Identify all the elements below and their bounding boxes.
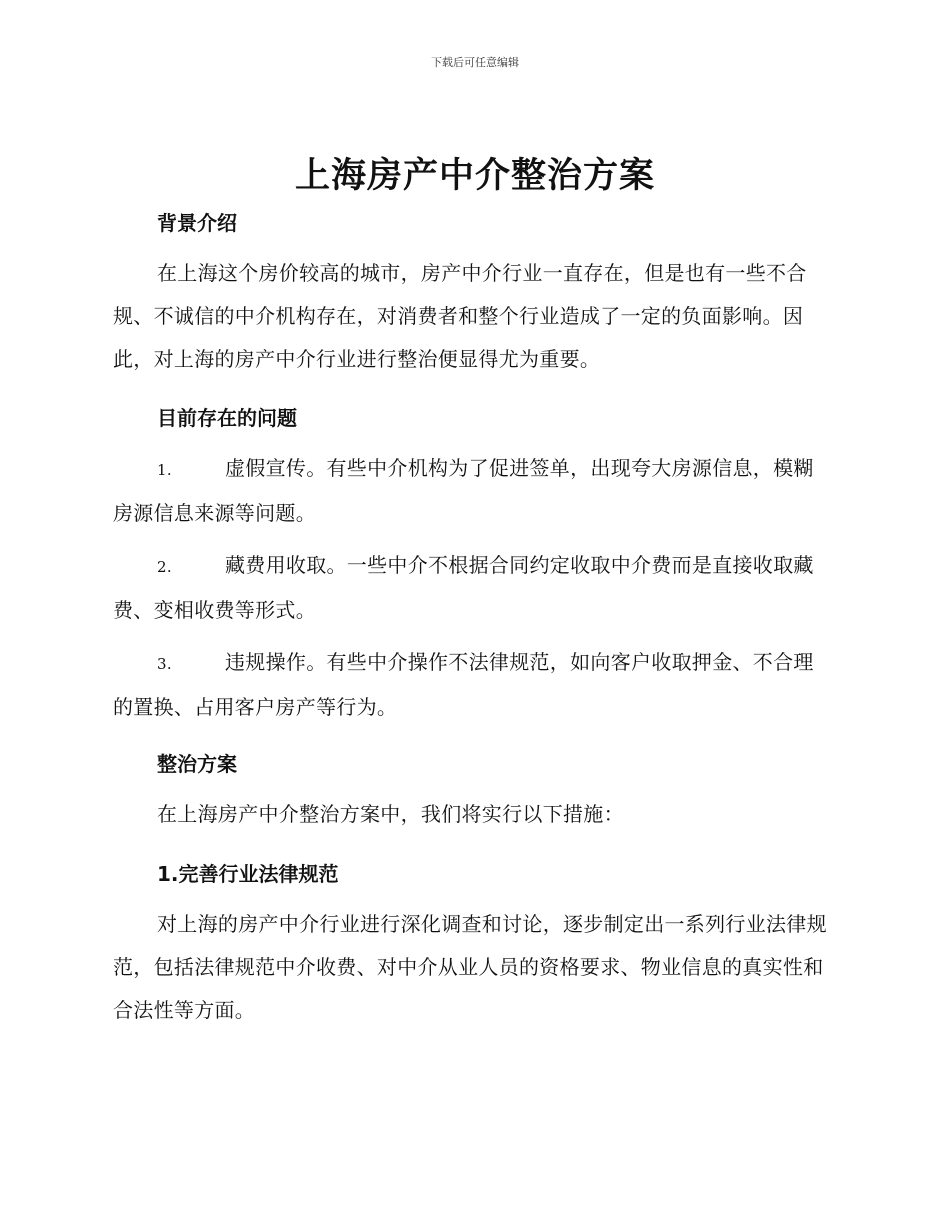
- problem-item-3: [113, 641, 833, 729]
- heading-measure-1: 1.完善行业法律规范: [157, 862, 339, 886]
- problem-number: 2.: [157, 558, 172, 576]
- paragraph-measure-1: 对上海的房产中介行业进行深化调查和讨论，逐步制定出一系列行业法律规范，包括法律规范中介收费、对中介从业人员的资格要求、物业信息的真实性和合法性等方面。: [113, 912, 827, 1022]
- problem-text: 虚假宣传。有些中介机构为了促进签单，出现夸大房源信息，模糊房源信息来源等问题。: [113, 456, 814, 525]
- problem-text: 藏费用收取。一些中介不根据合同约定收取中介费而是直接收取藏费、变相收费等形式。: [113, 553, 814, 622]
- problem-text: 违规操作。有些中介操作不法律规范，如向客户收取押金、不合理的置换、占用客户房产等行为。: [113, 650, 814, 719]
- paragraph-plan-intro: 在上海房产中介整治方案中，我们将实行以下措施：: [157, 802, 624, 826]
- problem-number: 1.: [157, 461, 172, 479]
- problem-item-1: [113, 447, 833, 535]
- heading-plan: 整治方案: [157, 752, 237, 776]
- heading-background: 背景介绍: [157, 211, 237, 235]
- problem-item-2: [113, 544, 833, 632]
- header-note: 下载后可任意编辑: [431, 56, 519, 69]
- document-title: 上海房产中介整治方案: [294, 156, 655, 196]
- problem-number: 3.: [157, 655, 172, 673]
- paragraph-background: 在上海这个房价较高的城市，房产中介行业一直存在，但是也有一些不合规、不诚信的中介机构存在，对消费者和整个行业造成了一定的负面影响。因此，对上海的房产中介行业进行整治便显得尤为重要。: [113, 261, 807, 371]
- heading-problems: 目前存在的问题: [157, 406, 297, 430]
